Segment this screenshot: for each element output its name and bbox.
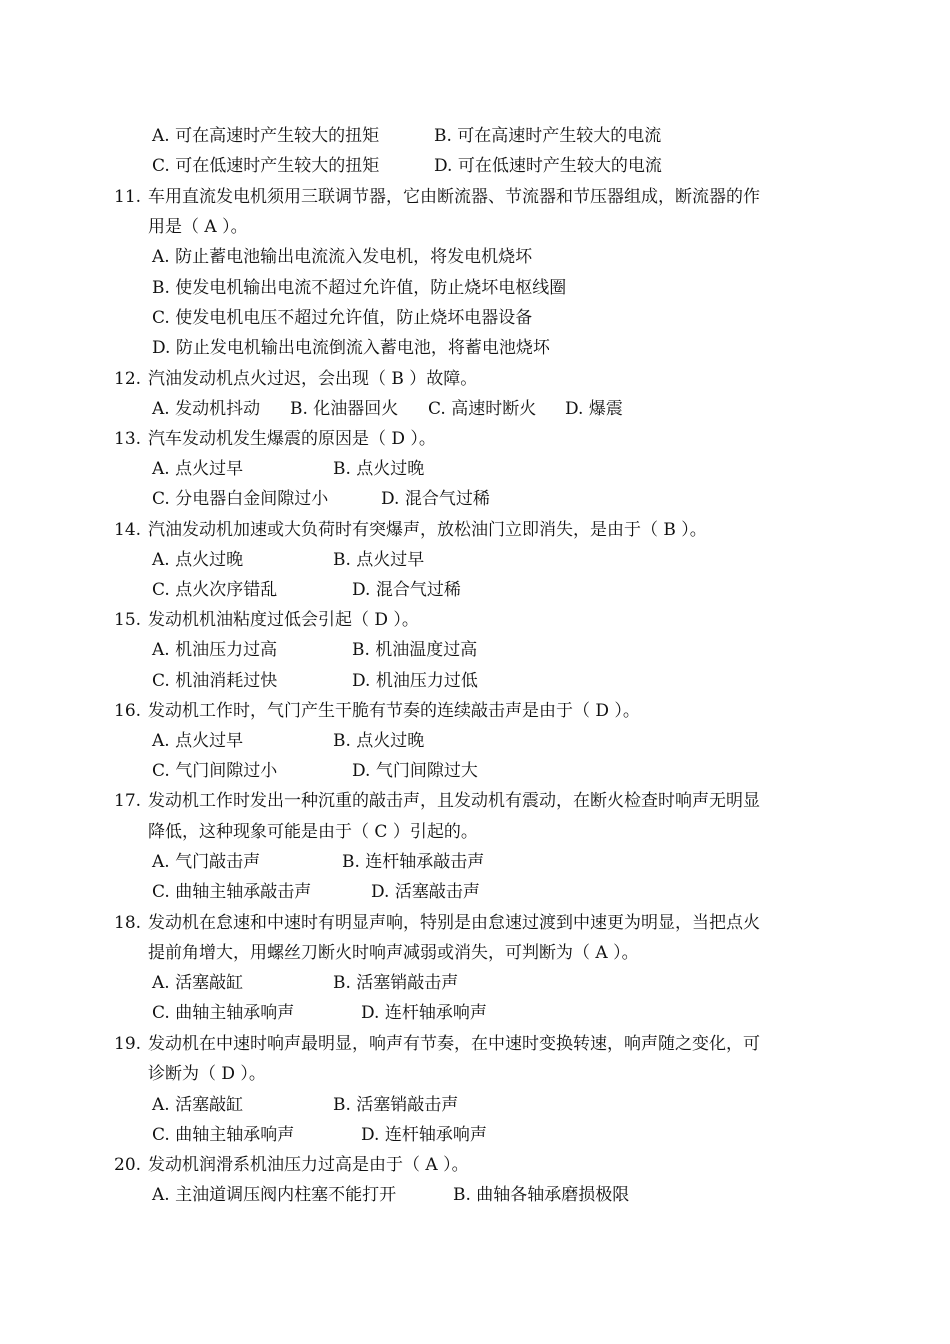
question-number: 11. [114, 187, 142, 207]
question-text: 发动机机油粘度过低会引起（ D ）。 [148, 610, 419, 630]
option-c: C. 分电器白金间隙过小 [152, 489, 329, 509]
option-d: D. 混合气过稀 [352, 580, 461, 600]
question-text-continued: 提前角增大，用螺丝刀断火时响声减弱或消失，可判断为（ A ）。 [148, 943, 639, 963]
option-c: C. 可在低速时产生较大的扭矩 [152, 156, 380, 176]
option-c: C. 点火次序错乱 [152, 580, 278, 600]
option-d: D. 爆震 [565, 399, 623, 419]
question-number: 20. [114, 1155, 142, 1175]
option-c: C. 气门间隙过小 [152, 761, 278, 781]
question-number: 12. [114, 369, 142, 389]
question-text: 汽车发动机发生爆震的原因是（ D ）。 [148, 429, 436, 449]
option-b: B. 可在高速时产生较大的电流 [434, 126, 662, 146]
option-a: A. 气门敲击声 [152, 852, 261, 872]
question-text: 发动机润滑系机油压力过高是由于（ A ）。 [148, 1155, 469, 1175]
option-a: A. 点火过早 [152, 459, 244, 479]
question-text: 车用直流发电机须用三联调节器，它由断流器、节流器和节压器组成，断流器的作 [148, 187, 760, 207]
question-number: 17. [114, 791, 142, 811]
option-b: B. 使发电机输出电流不超过允许值，防止烧坏电枢线圈 [152, 278, 567, 298]
question-text: 汽油发动机加速或大负荷时有突爆声，放松油门立即消失，是由于（ B ）。 [148, 520, 707, 540]
option-a: A. 点火过早 [152, 731, 244, 751]
option-b: B. 连杆轴承敲击声 [342, 852, 485, 872]
option-c: C. 机油消耗过快 [152, 671, 278, 691]
option-d: D. 连杆轴承响声 [361, 1003, 487, 1023]
option-a: A. 主油道调压阀内柱塞不能打开 [152, 1185, 397, 1205]
question-number: 16. [114, 701, 142, 721]
option-b: B. 活塞销敲击声 [333, 1095, 459, 1115]
option-d: D. 混合气过稀 [381, 489, 490, 509]
question-number: 14. [114, 520, 142, 540]
question-number: 13. [114, 429, 142, 449]
option-d: D. 活塞敲击声 [371, 882, 480, 902]
option-a: A. 活塞敲缸 [152, 1095, 244, 1115]
option-a: A. 点火过晚 [152, 550, 244, 570]
option-d: D. 防止发电机输出电流倒流入蓄电池，将蓄电池烧坏 [152, 338, 550, 358]
question-text: 发动机工作时，气门产生干脆有节奏的连续敲击声是由于（ D ）。 [148, 701, 640, 721]
option-a: A. 机油压力过高 [152, 640, 278, 660]
option-c: C. 曲轴主轴承响声 [152, 1125, 295, 1145]
option-b: B. 点火过晚 [333, 731, 425, 751]
question-number: 18. [114, 913, 142, 933]
option-d: D. 可在低速时产生较大的电流 [434, 156, 662, 176]
option-a: A. 可在高速时产生较大的扭矩 [152, 126, 380, 146]
option-d: D. 机油压力过低 [352, 671, 478, 691]
question-text-continued: 用是（ A ）。 [148, 217, 248, 237]
option-b: B. 活塞销敲击声 [333, 973, 459, 993]
option-d: D. 气门间隙过大 [352, 761, 478, 781]
option-b: B. 化油器回火 [290, 399, 399, 419]
question-text: 发动机在中速时响声最明显，响声有节奏，在中速时变换转速，响声随之变化，可 [148, 1034, 760, 1054]
option-b: B. 点火过早 [333, 550, 425, 570]
option-b: B. 机油温度过高 [352, 640, 478, 660]
option-b: B. 点火过晚 [333, 459, 425, 479]
question-text: 发动机工作时发出一种沉重的敲击声，且发动机有震动，在断火检查时响声无明显 [148, 791, 760, 811]
option-c: C. 曲轴主轴承敲击声 [152, 882, 312, 902]
question-text: 发动机在怠速和中速时有明显声响，特别是由怠速过渡到中速更为明显，当把点火 [148, 913, 760, 933]
option-a: A. 活塞敲缸 [152, 973, 244, 993]
option-c: C. 使发电机电压不超过允许值，防止烧坏电器设备 [152, 308, 533, 328]
question-text-continued: 降低，这种现象可能是由于（ C ）引起的。 [148, 822, 478, 842]
question-number: 19. [114, 1034, 142, 1054]
option-a: A. 防止蓄电池输出电流流入发电机，将发电机烧坏 [152, 247, 533, 267]
question-number: 15. [114, 610, 142, 630]
option-b: B. 曲轴各轴承磨损极限 [453, 1185, 630, 1205]
option-c: C. 高速时断火 [428, 399, 537, 419]
option-a: A. 发动机抖动 [152, 399, 261, 419]
question-text: 汽油发动机点火过迟，会出现（ B ）故障。 [148, 369, 478, 389]
question-text-continued: 诊断为（ D ）。 [148, 1064, 266, 1084]
option-c: C. 曲轴主轴承响声 [152, 1003, 295, 1023]
option-d: D. 连杆轴承响声 [361, 1125, 487, 1145]
